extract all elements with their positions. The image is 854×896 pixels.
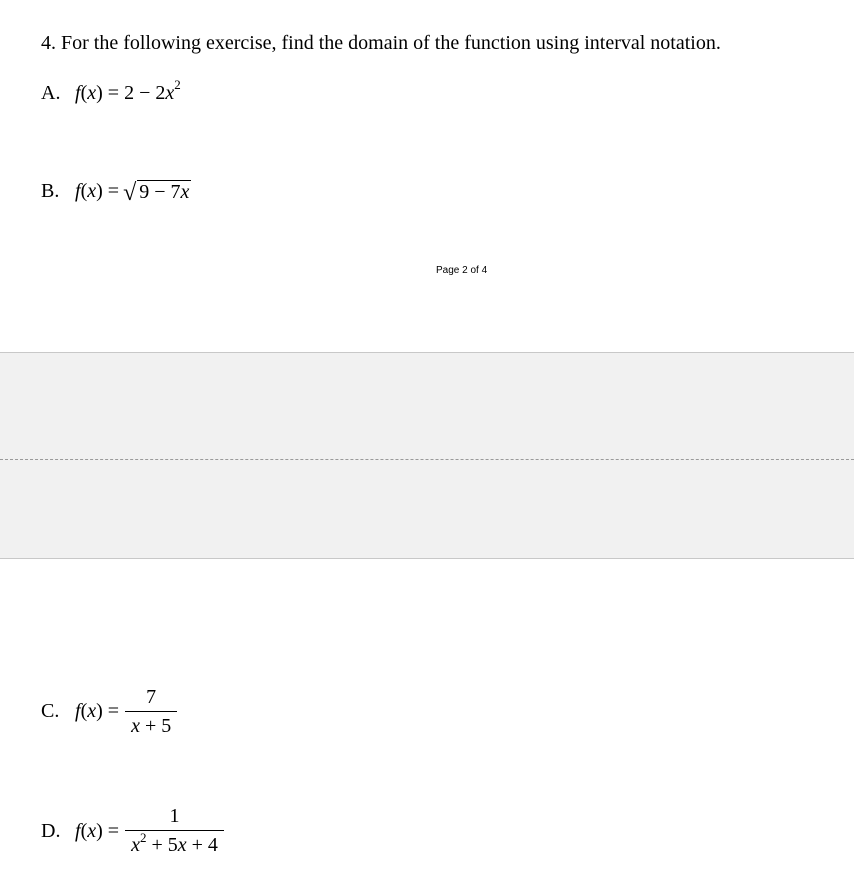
fn-var: x bbox=[87, 820, 97, 843]
page-gap bbox=[0, 352, 854, 559]
radicand-var: x bbox=[180, 181, 190, 203]
page-footer: Page 2 of 4 bbox=[436, 265, 488, 276]
item-d: D. f ( x ) = $\frac{1}{x^2 + 5x + 4}$ bbox=[41, 805, 224, 858]
den-exponent: 2 bbox=[139, 830, 147, 846]
den-mid: + 5 bbox=[151, 834, 178, 857]
item-a-label: A. bbox=[41, 82, 61, 104]
fn-var: x bbox=[87, 700, 97, 723]
rhs-var: x bbox=[165, 82, 175, 104]
denominator bbox=[125, 831, 224, 858]
numerator: 1 bbox=[169, 805, 180, 827]
item-d-label: D. bbox=[41, 820, 61, 843]
radicand bbox=[137, 180, 191, 203]
question-text: 4. For the following exercise, find the domain of the function using interval notation. bbox=[41, 32, 721, 54]
page-break-line bbox=[0, 459, 854, 460]
fn-name: f bbox=[75, 700, 81, 723]
fn-var: x bbox=[87, 82, 97, 104]
den-var2: x bbox=[177, 834, 187, 857]
item-b-label: B. bbox=[41, 180, 60, 202]
fn-name: f bbox=[75, 82, 81, 104]
radical-sign: √ bbox=[123, 180, 137, 206]
item-c: C. f ( x ) = $\frac{7}{x + 5}$ bbox=[41, 686, 177, 737]
numerator: 7 bbox=[146, 686, 157, 708]
den-var1: x bbox=[131, 834, 140, 857]
den-rest: + 5 bbox=[144, 715, 172, 738]
fn-name: f bbox=[75, 820, 81, 843]
den-rest: + 4 bbox=[191, 834, 218, 857]
fraction bbox=[125, 686, 177, 737]
radicand-const: 9 − 7 bbox=[139, 181, 181, 203]
item-b: B. f ( x ) = √ 9 − 7x bbox=[41, 180, 190, 206]
den-var: x bbox=[131, 715, 140, 738]
item-c-label: C. bbox=[41, 700, 60, 723]
rhs-const: 2 − 2 bbox=[124, 82, 166, 104]
fn-name: f bbox=[75, 180, 81, 202]
fraction bbox=[125, 805, 224, 858]
denominator bbox=[125, 712, 177, 737]
exponent: 2 bbox=[174, 76, 181, 92]
square-root bbox=[123, 180, 191, 206]
fn-var: x bbox=[87, 180, 97, 202]
item-a: A. f ( x ) = 2 − 2 x 2 bbox=[41, 76, 181, 104]
